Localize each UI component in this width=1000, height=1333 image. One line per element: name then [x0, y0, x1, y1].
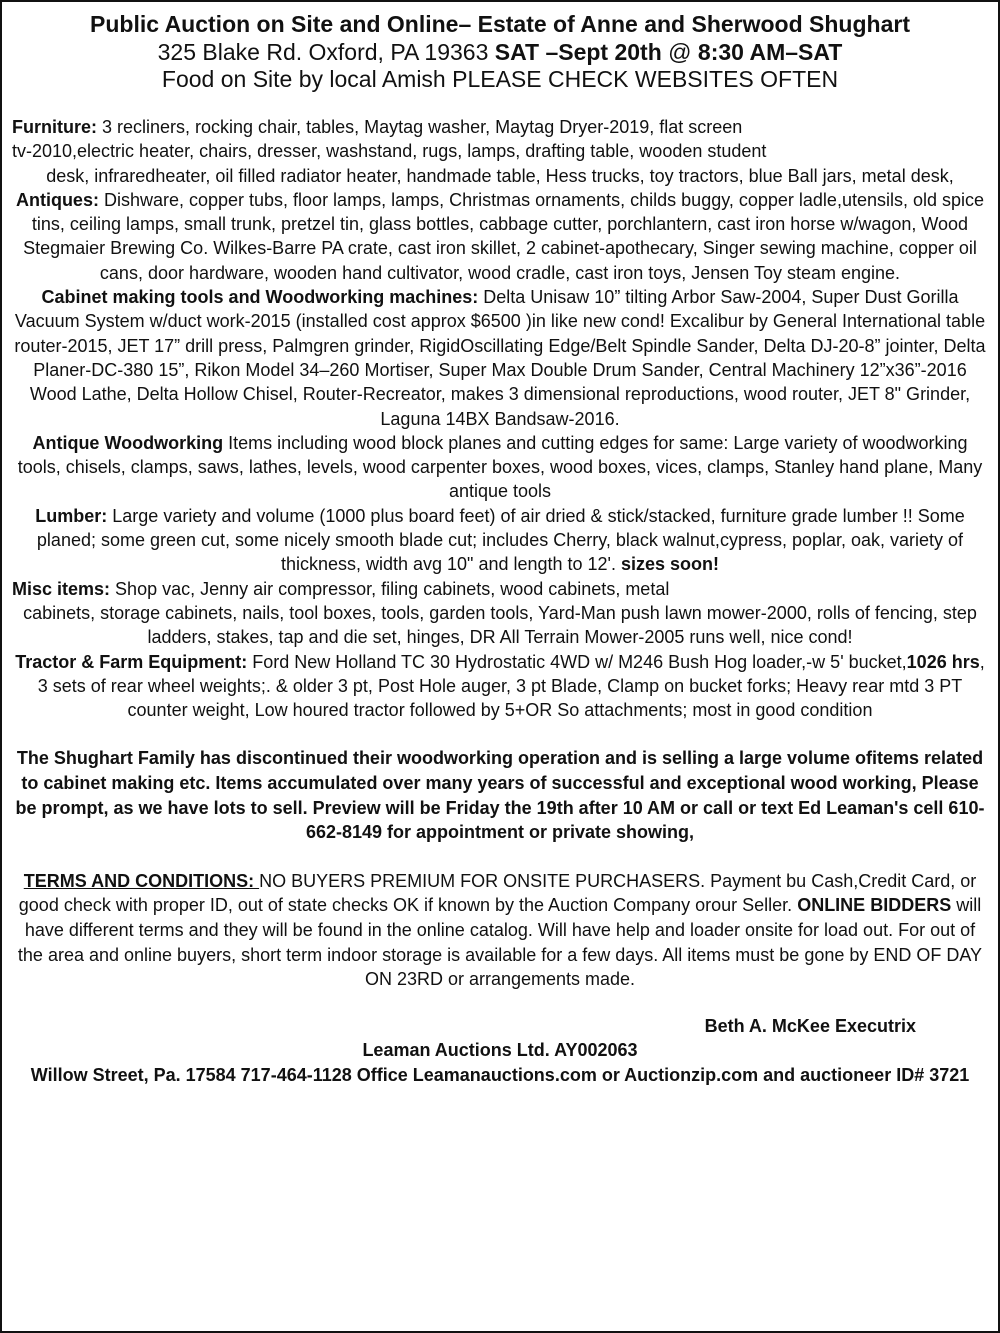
section-tractor: [12, 650, 988, 723]
antique-woodworking-label: Antique Woodworking: [32, 432, 224, 453]
tractor-hours: 1026 hrs: [906, 651, 980, 672]
section-lumber: [12, 504, 988, 577]
tractor-label: Tractor & Farm Equipment:: [15, 651, 248, 672]
cabinet-tools-label: Cabinet making tools and Woodworking machines:: [41, 287, 479, 308]
terms-text-2: will have different terms and they will be found in the online catalog. Will have help and loader onsite for load out. For out of the area and online buyers, short term indoor storage is available for a few days. All items must be gone by END OF DAY ON 23RD or arrangements made.: [17, 895, 983, 990]
section-misc: [12, 577, 988, 650]
address-date-line: [12, 39, 988, 66]
furniture-text-1: 3 recliners, rocking chair, tables, Maytag washer, Maytag Dryer-2019, flat screen: [97, 117, 743, 137]
food-line: Food on Site by local Amish PLEASE CHECK WEBSITES OFTEN: [161, 66, 839, 92]
misc-text-1: Shop vac, Jenny air compressor, filing cabinets, wood cabinets, metal: [110, 578, 670, 599]
section-antique-woodworking: [12, 431, 988, 504]
sale-time: 8:30 AM–SAT: [697, 39, 843, 65]
section-furniture: [12, 115, 988, 188]
terms-label: TERMS AND CONDITIONS:: [23, 870, 260, 891]
company-contact: Willow Street, Pa. 17584 717-464-1128 Office Leamanauctions.com or Auctionzip.com and auctioneer ID# 3721: [30, 1064, 970, 1085]
antique-woodworking-text: Items including wood block planes and cutting edges for same: Large variety of woodworking tools, chisels, clamps, saws, lathes, levels, wood carpenter boxes, wood boxes, vices, clamps, Stanley hand plane, Many antique tools: [17, 432, 983, 502]
lumber-text: Large variety and volume (1000 plus board feet) of air dried & stick/stacked, furniture grade lumber !! Some planed; some green cut, some nicely smooth blade cut; includes Cherry, black walnut,cypress, poplar, oak, variety of thickness, width avg 10" and length to 12'.: [36, 505, 965, 575]
terms-and-conditions: [12, 869, 988, 992]
item-listing: [12, 115, 988, 722]
misc-label: Misc items:: [12, 578, 111, 599]
furniture-text-rest: desk, infraredheater, oil filled radiator heater, handmade table, Hess trucks, toy tractors, blue Ball jars, metal desk,: [46, 165, 954, 186]
cabinet-tools-text: Delta Unisaw 10” tilting Arbor Saw-2004, Super Dust Gorilla Vacuum System w/duct work-2015 (installed cost approx $6500 )in like new cond! Excalibur by General International table router-2015, JET 17” drill press, Palmgren grinder, RigidOscillating Edge/Belt Spindle Sander, Delta DJ-20-8” jointer, Delta Planer-DC-380 15”, Rikon Model 34–260 Mortiser, Super Max Double Drum Sander, Central Machinery 12”x36”-2016 Wood Lathe, Delta Hollow Chisel, Router-Recreator, makes 3 dimensional reproductions, wood router, JET 8" Grinder, Laguna 14BX Bandsaw-2016.: [14, 287, 986, 429]
address: 325 Blake Rd. Oxford, PA 19363: [157, 39, 495, 65]
auction-company: Leaman Auctions Ltd. AY002063: [362, 1040, 638, 1061]
lumber-emphasis: sizes soon!: [621, 554, 720, 575]
furniture-line-1: [12, 115, 988, 139]
tractor-text-2: , 3 sets of rear wheel weights;. & older 3 pt, Post Hole auger, 3 pt Blade, Clamp on bucket forks; Heavy rear mtd 3 PT counter weight, Low houred tractor followed by 5+OR So attachments; most in good condition: [37, 651, 985, 721]
notice-header: [12, 10, 988, 93]
section-antiques: [12, 188, 988, 285]
antiques-label: Antiques:: [15, 189, 99, 210]
lumber-label: Lumber:: [35, 505, 108, 526]
misc-text-rest: cabinets, storage cabinets, nails, tool boxes, tools, garden tools, Yard-Man push lawn mower-2000, rolls of fencing, step ladders, stakes, tap and die set, hinges, DR All Terrain Mower-2005 runs well, nice cond!: [23, 602, 977, 648]
antiques-text: Dishware, copper tubs, floor lamps, lamps, Christmas ornaments, childs buggy, copper ladle,utensils, old spice tins, ceiling lamps, small trunk, pretzel tin, glass bottles, cabbage cutter, porchlantern, cast iron horse w/wagon, Wood Stegmaier Brewing Co. Wilkes-Barre PA crate, cast iron skillet, 2 cabinet-apothecary, Singer sewing machine, copper oil cans, door hardware, wooden hand cultivator, wood cradle, cast iron toys, Jensen Toy steam engine.: [23, 189, 985, 283]
at-sign: @: [661, 39, 698, 65]
furniture-line-2: tv-2010,electric heater, chairs, dresser, washstand, rugs, lamps, drafting table, wooden student: [12, 141, 767, 162]
section-cabinet-tools: [12, 285, 988, 431]
signature-block: [12, 1014, 988, 1088]
notice-title: Public Auction on Site and Online– Estate of Anne and Sherwood Shughart: [90, 11, 910, 37]
online-bidders-label: ONLINE BIDDERS: [797, 895, 952, 916]
tractor-text-1: Ford New Holland TC 30 Hydrostatic 4WD w/ M246 Bush Hog loader,-w 5' bucket,: [247, 651, 907, 672]
sale-date: SAT –Sept 20th: [494, 39, 662, 65]
family-statement: The Shughart Family has discontinued their woodworking operation and is selling a large volume ofitems related to cabinet making etc. Items accumulated over many years of successful and exceptional wood working, Please be prompt, as we have lots to sell. Preview will be Friday the 19th after 10 AM or call or text Ed Leaman's cell 610-662-8149 for appointment or private showing,: [15, 748, 985, 843]
terms-text-1: NO BUYERS PREMIUM FOR ONSITE PURCHASERS. Payment bu Cash,Credit Card, or good check with proper ID, out of state checks OK if known by the Auction Company orour Seller.: [18, 870, 977, 916]
executrix-name: Beth A. McKee Executrix: [704, 1015, 916, 1036]
furniture-label: Furniture:: [12, 117, 97, 137]
misc-line-1: [12, 577, 988, 601]
